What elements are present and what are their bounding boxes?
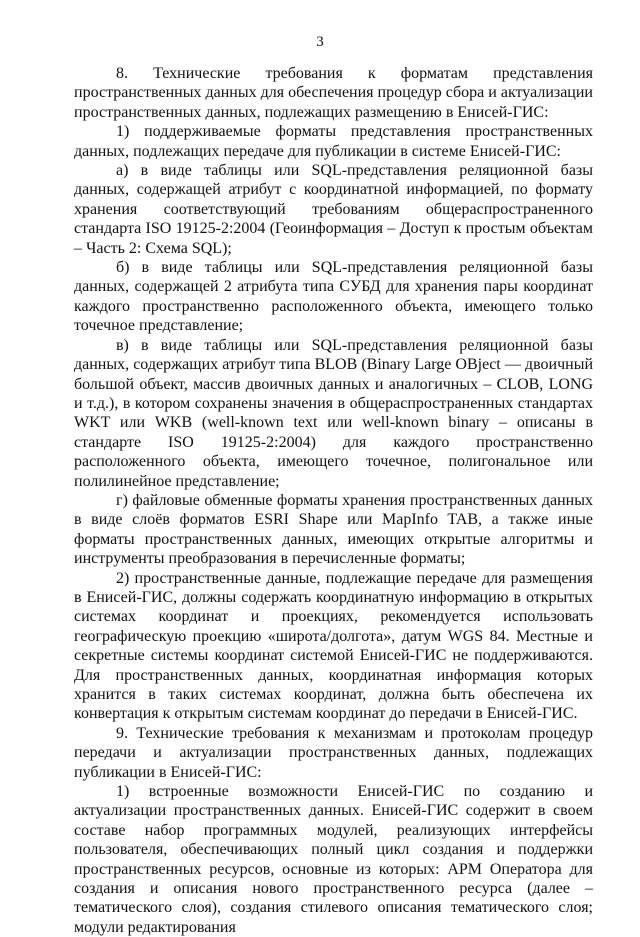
section-9-heading: 9. Технические требования к механизмам и протоколам процедур передачи и актуализации пространственных данных, подлежащих публикации в Енисей-ГИС: [74,724,593,781]
document-body [74,64,593,937]
section-8-item-2: 2) пространственные данные, подлежащие передаче для размещения в Енисей-ГИС, должны содержать координатную информацию в открытых системах координат и проекциях, рекомендуется использовать географическую проекцию «широта/долгота», датум WGS 84. Местные и секретные системы координат системой Енисей-ГИС не поддерживаются. Для пространственных данных, координатная информация которых хранится в таких системах координат, должна быть обеспечена их конвертация к открытым системам координат до передачи в Енисей-ГИС. [74,569,593,723]
section-8-item-1-v: в) в виде таблицы или SQL-представления реляционной базы данных, содержащих атрибут типа BLOB (Binary Large OBject — двоичный большой объект, массив двоичных данных и аналогичных – CLOB, LONG и т.д.), в котором сохранены значения в общераспространенных стандартах WKT или WKB (well-known text или well-known binary – описаны в стандарте ISO 19125-2:2004) для каждого пространственно расположенного объекта, имеющего точечное, полигональное или полилинейное представление; [74,336,593,490]
page-number: 3 [316,34,324,50]
section-8-heading: 8. Технические требования к форматам представления пространственных данных для обеспечения процедур сбора и актуализации пространственных данных, подлежащих размещению в Енисей-ГИС: [74,65,593,121]
section-9-item-1: 1) встроенные возможности Енисей-ГИС по созданию и актуализации пространственных данных. Енисей-ГИС содержит в своем составе набор программных модулей, реализующих интерфейсы пользователя, обеспечивающих полный цикл создания и поддержки пространственных ресурсов, основные из которых: АРМ Оператора для создания и описания нового пространственного ресурса (далее – тематического слоя), создания стилевого описания тематического слоя; модули редактирования [74,783,593,936]
section-8-item-1: 1) поддерживаемые форматы представления пространственных данных, подлежащих передаче для публикации в системе Енисей-ГИС: [74,123,593,160]
section-8-item-1-g: г) файловые обменные форматы хранения пространственных данных в виде слоёв форматов ESRI Shape или MapInfo TAB, а также иные форматы пространственных данных, имеющих открытые алгоритмы и инструменты преобразования в перечисленные форматы; [74,491,593,568]
section-8-item-1-a: а) в виде таблицы или SQL-представления реляционной базы данных, содержащей атрибут с координатной информацией, по формату хранения соответствующий требованиям общераспространенного стандарта ISO 19125-2:2004 (Геоинформация – Доступ к простым объектам – Часть 2: Схема SQL); [74,162,593,257]
section-8-item-1-b: б) в виде таблицы или SQL-представления реляционной базы данных, содержащей 2 атрибута типа СУБД для хранения пары координат каждого пространственно расположенного объекта, имеющего только точечное представление; [74,259,593,335]
